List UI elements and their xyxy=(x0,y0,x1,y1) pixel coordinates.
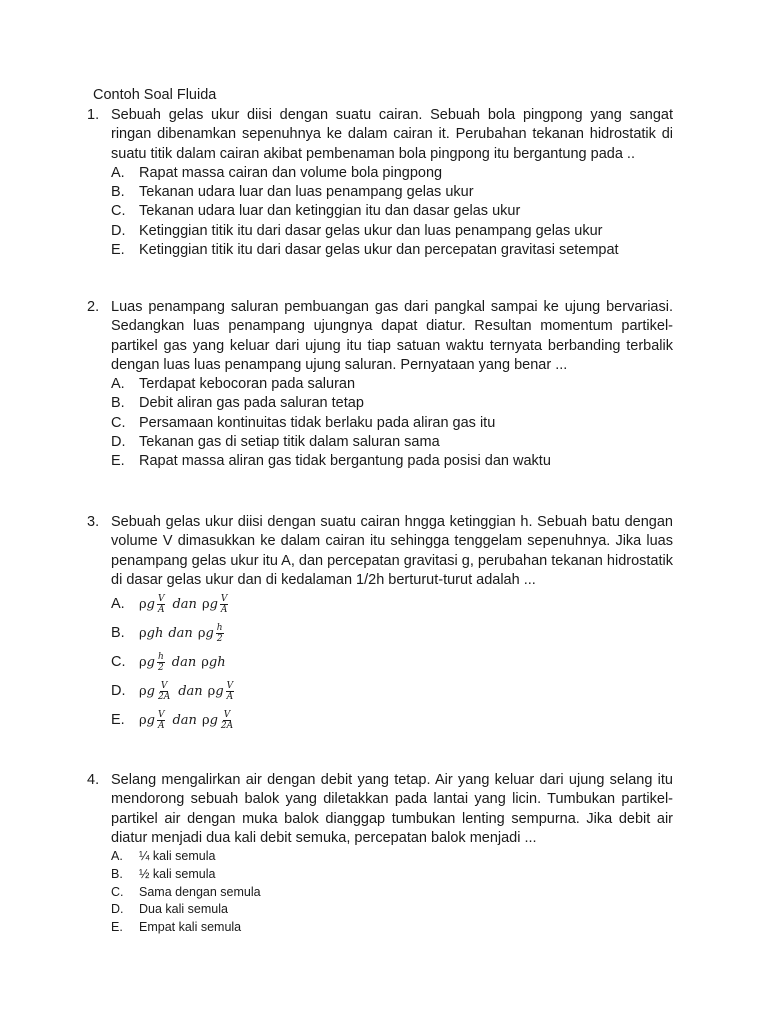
option-list xyxy=(111,164,673,260)
option-item: D. Dua kali semula xyxy=(111,902,228,917)
formula: ρ g $\frac{V}{A}$ dan ρ g $\frac{V}{A}$ xyxy=(139,594,228,616)
question-number: 1. xyxy=(87,107,100,123)
document-title: Contoh Soal Fluida xyxy=(93,87,217,103)
option-item: C. Sama dengan semula xyxy=(111,884,261,899)
option-item: C. ρ g $\frac{h}{2}$ dan ρ g h xyxy=(111,652,226,674)
formula: ρ g $\frac{V}{A}$ dan ρ g $\frac{V}{2A}$ xyxy=(139,710,234,732)
option-item: C. Persamaan kontinuitas tidak berlaku pada aliran gas itu xyxy=(111,414,496,431)
option-item: A. ρ g $\frac{V}{A}$ dan ρ g $\frac{V}{A}$ xyxy=(111,590,673,619)
option-item: A. Rapat massa cairan dan volume bola pingpong xyxy=(111,164,443,181)
formula: ρ g $\frac{V}{2A}$ dan ρ g $\frac{V}{A}$ xyxy=(139,681,234,703)
option-item: B. Tekanan udara luar dan luas penampang gelas ukur xyxy=(111,184,474,201)
question-number: 2. xyxy=(87,299,100,315)
question-3 xyxy=(87,513,673,735)
option-item: E. Ketinggian titik itu dari dasar gelas ukur dan percepatan gravitasi setempat xyxy=(111,242,619,259)
option-item: E. Empat kali semula xyxy=(111,919,242,934)
question-number: 3. xyxy=(87,514,100,530)
option-item: A. Terdapat kebocoran pada saluran xyxy=(111,376,356,393)
option-list xyxy=(111,848,673,936)
option-item: B. ½ kali semula xyxy=(111,866,216,881)
option-item: C. Tekanan udara luar dan ketinggian itu dan dasar gelas ukur xyxy=(111,203,521,220)
option-list xyxy=(111,590,673,735)
option-item: B. Debit aliran gas pada saluran tetap xyxy=(111,395,364,412)
question-4 xyxy=(87,771,673,936)
option-item: D. Ketinggian titik itu dari dasar gelas ukur dan luas penampang gelas ukur xyxy=(111,222,603,239)
formula: ρ g $\frac{h}{2}$ dan ρ g h xyxy=(139,652,226,674)
option-list xyxy=(111,375,673,471)
question-stem: Sebuah gelas ukur diisi dengan suatu cairan. Sebuah bola pingpong yang sangat ringan dibenamkan sepenuhnya ke dalam cairan it. Perubahan tekanan hidrostatik di suatu titik dalam cairan akibat pembenaman bola pingpong itu bergantung pada .. xyxy=(111,107,673,162)
option-item: D. Tekanan gas di setiap titik dalam saluran sama xyxy=(111,434,440,451)
option-item: E. ρ g $\frac{V}{A}$ dan ρ g $\frac{V}{2A}$ xyxy=(111,706,673,735)
option-item: D. ρ g $\frac{V}{2A}$ dan ρ g $\frac{V}{A}$ xyxy=(111,677,673,706)
option-item: E. Rapat massa aliran gas tidak bergantung pada posisi dan waktu xyxy=(111,453,551,470)
question-stem: Selang mengalirkan air dengan debit yang tetap. Air yang keluar dari ujung selang itu mendorong sebuah balok yang diletakkan pada lantai yang licin. Tumbukan partikel-partikel air dengan muka balok dianggap tumbukan lenting sempurna. Jika debit air diatur menjadi dua kali debit semuka, percepatan balok menjadi ... xyxy=(111,772,673,846)
question-1 xyxy=(87,106,673,260)
question-number: 4. xyxy=(87,772,100,788)
question-stem: Luas penampang saluran pembuangan gas dari pangkal sampai ke ujung bervariasi. Sedangkan luas penampang ujungnya dapat diatur. Resultan momentum partikel-partikel gas yang keluar dari ujung itu tiap satuan waktu ternyata berbanding terbalik dengan luas luas penampang ujung saluran. Pernyataan yang benar ... xyxy=(111,299,673,373)
option-item: B. ρ g h dan ρ g $\frac{h}{2}$ xyxy=(111,619,673,648)
question-2 xyxy=(87,298,673,472)
question-stem: Sebuah gelas ukur diisi dengan suatu cairan hngga ketinggian h. Sebuah batu dengan volume V dimasukkan ke dalam cairan itu sehingga tenggelam sepenuhnya. Jika luas penampang gelas ukur itu A, dan percepatan gravitasi g, perubahan tekanan hidrostatik di dasar gelas ukur dan di kedalaman 1/2h berturut-turut adalah ... xyxy=(111,514,673,588)
formula: ρ g h dan ρ g $\frac{h}{2}$ xyxy=(139,623,223,645)
option-item: A. ¼ kali semula xyxy=(111,849,216,864)
